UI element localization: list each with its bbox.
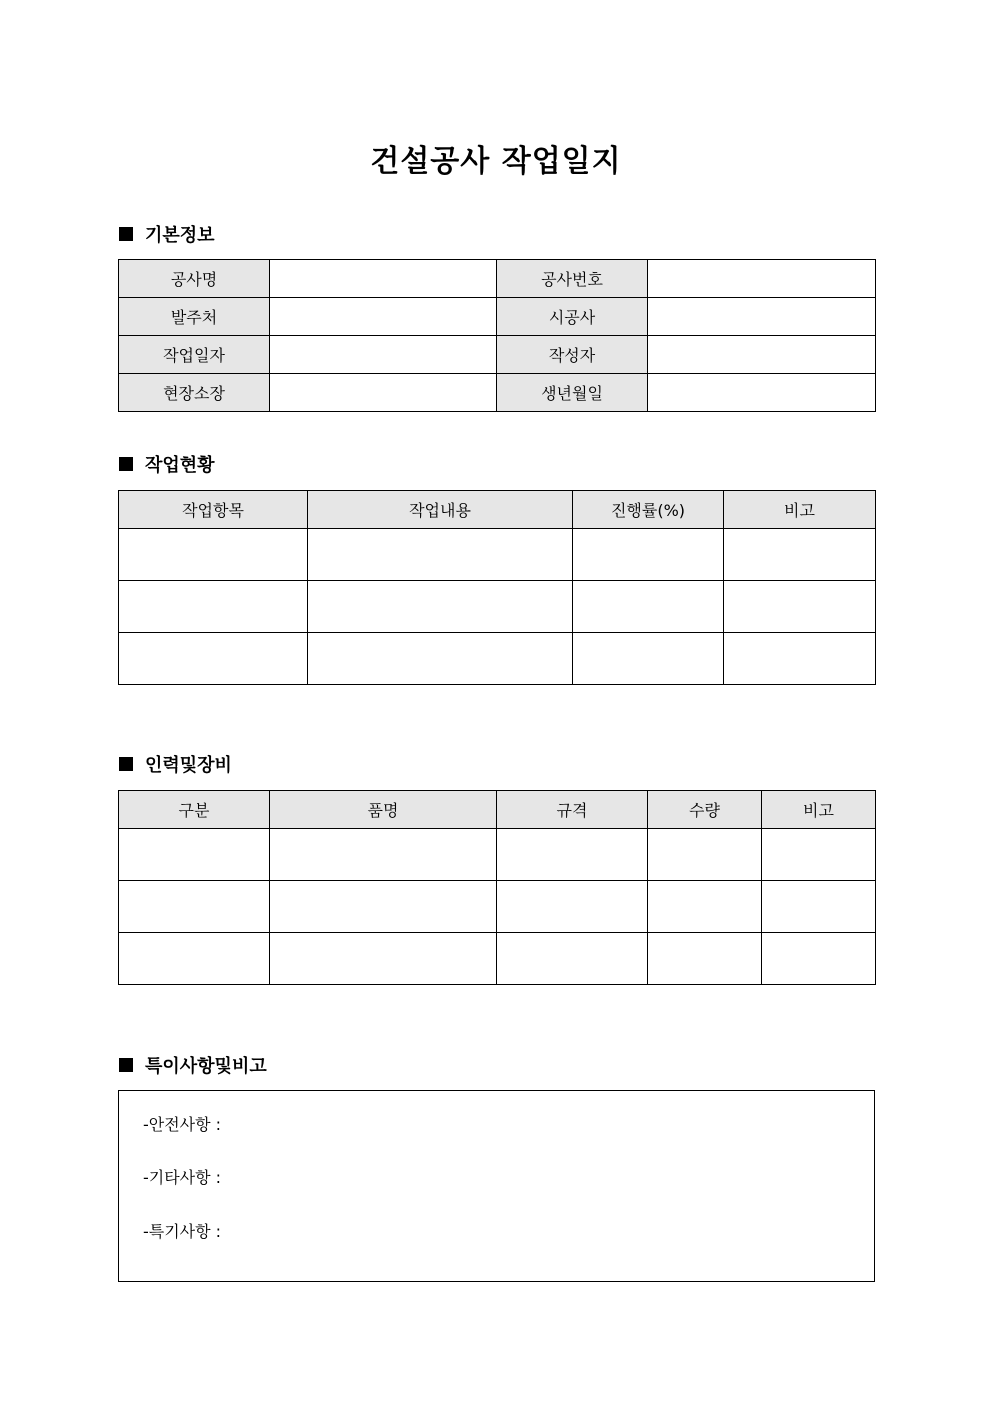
label-cell: 공사명 bbox=[119, 260, 270, 298]
value-cell[interactable] bbox=[270, 336, 497, 374]
square-bullet-icon bbox=[119, 457, 133, 471]
data-cell[interactable] bbox=[573, 633, 724, 685]
table-row bbox=[119, 529, 876, 581]
section-heading-label: 기본정보 bbox=[145, 225, 215, 246]
data-cell[interactable] bbox=[497, 881, 648, 933]
square-bullet-icon bbox=[119, 757, 133, 771]
column-header: 수량 bbox=[648, 791, 762, 829]
label-cell: 작업일자 bbox=[119, 336, 270, 374]
data-cell[interactable] bbox=[119, 933, 270, 985]
table-row bbox=[119, 260, 876, 298]
remarks-box[interactable] bbox=[118, 1090, 875, 1282]
data-cell[interactable] bbox=[308, 633, 573, 685]
section-heading-manpower-equipment bbox=[119, 752, 232, 776]
column-header: 진행률(%) bbox=[573, 491, 724, 529]
table-row bbox=[119, 881, 876, 933]
label-cell: 시공사 bbox=[497, 298, 648, 336]
data-cell[interactable] bbox=[724, 633, 876, 685]
column-header: 품명 bbox=[270, 791, 497, 829]
label-cell: 현장소장 bbox=[119, 374, 270, 412]
value-cell[interactable] bbox=[648, 260, 876, 298]
section-heading-remarks bbox=[119, 1053, 267, 1077]
label-cell: 작성자 bbox=[497, 336, 648, 374]
document-title: 건설공사 작업일지 bbox=[370, 144, 622, 179]
data-cell[interactable] bbox=[648, 933, 762, 985]
label-cell: 발주처 bbox=[119, 298, 270, 336]
value-cell[interactable] bbox=[648, 298, 876, 336]
data-cell[interactable] bbox=[119, 529, 308, 581]
value-cell[interactable] bbox=[648, 336, 876, 374]
column-header: 작업내용 bbox=[308, 491, 573, 529]
value-cell[interactable] bbox=[648, 374, 876, 412]
section-heading-label: 인력및장비 bbox=[145, 755, 232, 776]
data-cell[interactable] bbox=[119, 881, 270, 933]
special-note-line: -특기사항 : bbox=[143, 1222, 222, 1241]
table-row bbox=[119, 933, 876, 985]
value-cell[interactable] bbox=[270, 260, 497, 298]
basic-info-table bbox=[118, 259, 876, 412]
table-row bbox=[119, 829, 876, 881]
column-header: 작업항목 bbox=[119, 491, 308, 529]
table-row bbox=[119, 298, 876, 336]
data-cell[interactable] bbox=[270, 933, 497, 985]
section-heading-label: 특이사항및비고 bbox=[145, 1056, 267, 1077]
data-cell[interactable] bbox=[119, 581, 308, 633]
safety-note-line: -안전사항 : bbox=[143, 1115, 222, 1134]
data-cell[interactable] bbox=[270, 829, 497, 881]
column-header: 비고 bbox=[762, 791, 876, 829]
square-bullet-icon bbox=[119, 227, 133, 241]
data-cell[interactable] bbox=[308, 581, 573, 633]
data-cell[interactable] bbox=[573, 581, 724, 633]
work-status-table bbox=[118, 490, 876, 685]
value-cell[interactable] bbox=[270, 374, 497, 412]
data-cell[interactable] bbox=[497, 829, 648, 881]
table-row bbox=[119, 336, 876, 374]
section-heading-basic-info bbox=[119, 222, 215, 246]
data-cell[interactable] bbox=[573, 529, 724, 581]
data-cell[interactable] bbox=[270, 881, 497, 933]
table-header-row bbox=[119, 791, 876, 829]
data-cell[interactable] bbox=[497, 933, 648, 985]
data-cell[interactable] bbox=[762, 829, 876, 881]
data-cell[interactable] bbox=[724, 581, 876, 633]
table-row bbox=[119, 374, 876, 412]
label-cell: 생년월일 bbox=[497, 374, 648, 412]
section-heading-work-status bbox=[119, 452, 215, 476]
table-header-row bbox=[119, 491, 876, 529]
column-header: 구분 bbox=[119, 791, 270, 829]
square-bullet-icon bbox=[119, 1058, 133, 1072]
data-cell[interactable] bbox=[762, 933, 876, 985]
value-cell[interactable] bbox=[270, 298, 497, 336]
data-cell[interactable] bbox=[648, 881, 762, 933]
data-cell[interactable] bbox=[648, 829, 762, 881]
section-heading-label: 작업현황 bbox=[145, 455, 215, 476]
data-cell[interactable] bbox=[762, 881, 876, 933]
data-cell[interactable] bbox=[119, 829, 270, 881]
data-cell[interactable] bbox=[724, 529, 876, 581]
table-row bbox=[119, 633, 876, 685]
table-row bbox=[119, 581, 876, 633]
label-cell: 공사번호 bbox=[497, 260, 648, 298]
data-cell[interactable] bbox=[308, 529, 573, 581]
data-cell[interactable] bbox=[119, 633, 308, 685]
other-note-line: -기타사항 : bbox=[143, 1168, 222, 1187]
column-header: 규격 bbox=[497, 791, 648, 829]
column-header: 비고 bbox=[724, 491, 876, 529]
manpower-equipment-table bbox=[118, 790, 876, 985]
